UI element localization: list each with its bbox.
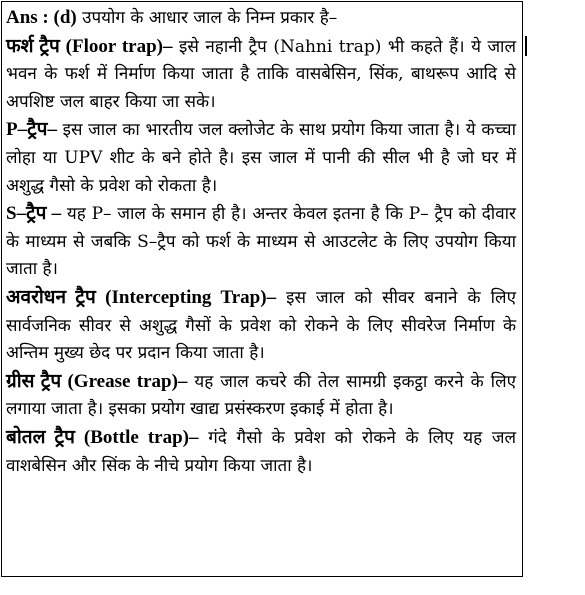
section-term: P–ट्रैप– bbox=[6, 119, 57, 141]
section-text: इस जाल को सीवर बनाने के लिए सार्वजनिक सीवर से अशुद्ध गैसों के प्रवेश को रोकने के लिए सीवरेज निर्माण के अन्तिम मुख्य छेद पर प्रदान किया जाता है। bbox=[6, 287, 516, 364]
section-s-trap bbox=[6, 200, 516, 284]
section-bottle-trap bbox=[6, 424, 516, 480]
section-term: ग्रीस ट्रैप (Grease trap)– bbox=[6, 370, 188, 392]
section-intercepting-trap bbox=[6, 284, 516, 368]
answer-intro-text: उपयोग के आधार जाल के निम्न प्रकार है– bbox=[76, 8, 338, 28]
section-text: यह P– जाल के समान ही है। अन्तर केवल इतना है कि P– ट्रैप को दीवार के माध्यम से जबकि S–ट्रैप को फर्श के माध्यम से आउटलेट के लिए उपयोग किया जाता है। bbox=[6, 204, 516, 280]
section-text: इसे नहानी ट्रैप (Nahni trap) भी कहते हैं। ये जाल भवन के फर्श में निर्माण किया जाता है ताकि वासबेसिन, सिंक, बाथरूप आदि से अपशिष्ट जल बाहर किया जा सके। bbox=[6, 36, 516, 112]
section-text: इस जाल का भारतीय जल क्लोजेट के साथ प्रयोग किया जाता है। ये कच्चा लोहा या UPV शीट के बने होते है। इस जाल में पानी की सील भी है जो घर में अशुद्ध गैसो के प्रवेश को रोकता है। bbox=[6, 120, 516, 196]
answer-prefix: Ans : (d) bbox=[6, 7, 77, 28]
section-floor-trap bbox=[6, 33, 516, 117]
section-text: गंदे गैसो के प्रवेश को रोकने के लिए यह जल वाशबेसिन और सिंक के नीचे प्रयोग किया जाता है। bbox=[6, 427, 517, 476]
text-cursor bbox=[525, 36, 527, 56]
section-term: फर्श ट्रैप (Floor trap)– bbox=[6, 35, 173, 57]
section-term: बोतल ट्रैप (Bottle trap)– bbox=[6, 426, 199, 448]
answer-intro bbox=[6, 4, 516, 33]
section-p-trap bbox=[6, 116, 516, 200]
section-grease-trap bbox=[6, 368, 516, 424]
section-text: यह जाल कचरे की तेल सामग्री इकट्ठा करने के लिए लगाया जाता है। इसका प्रयोग खाद्य प्रसंस्करण इकाई में होता है। bbox=[6, 371, 516, 420]
section-term: S–ट्रैप – bbox=[6, 203, 62, 225]
answer-box bbox=[1, 1, 523, 577]
section-term: अवरोधन ट्रैप (Intercepting Trap)– bbox=[6, 286, 277, 308]
